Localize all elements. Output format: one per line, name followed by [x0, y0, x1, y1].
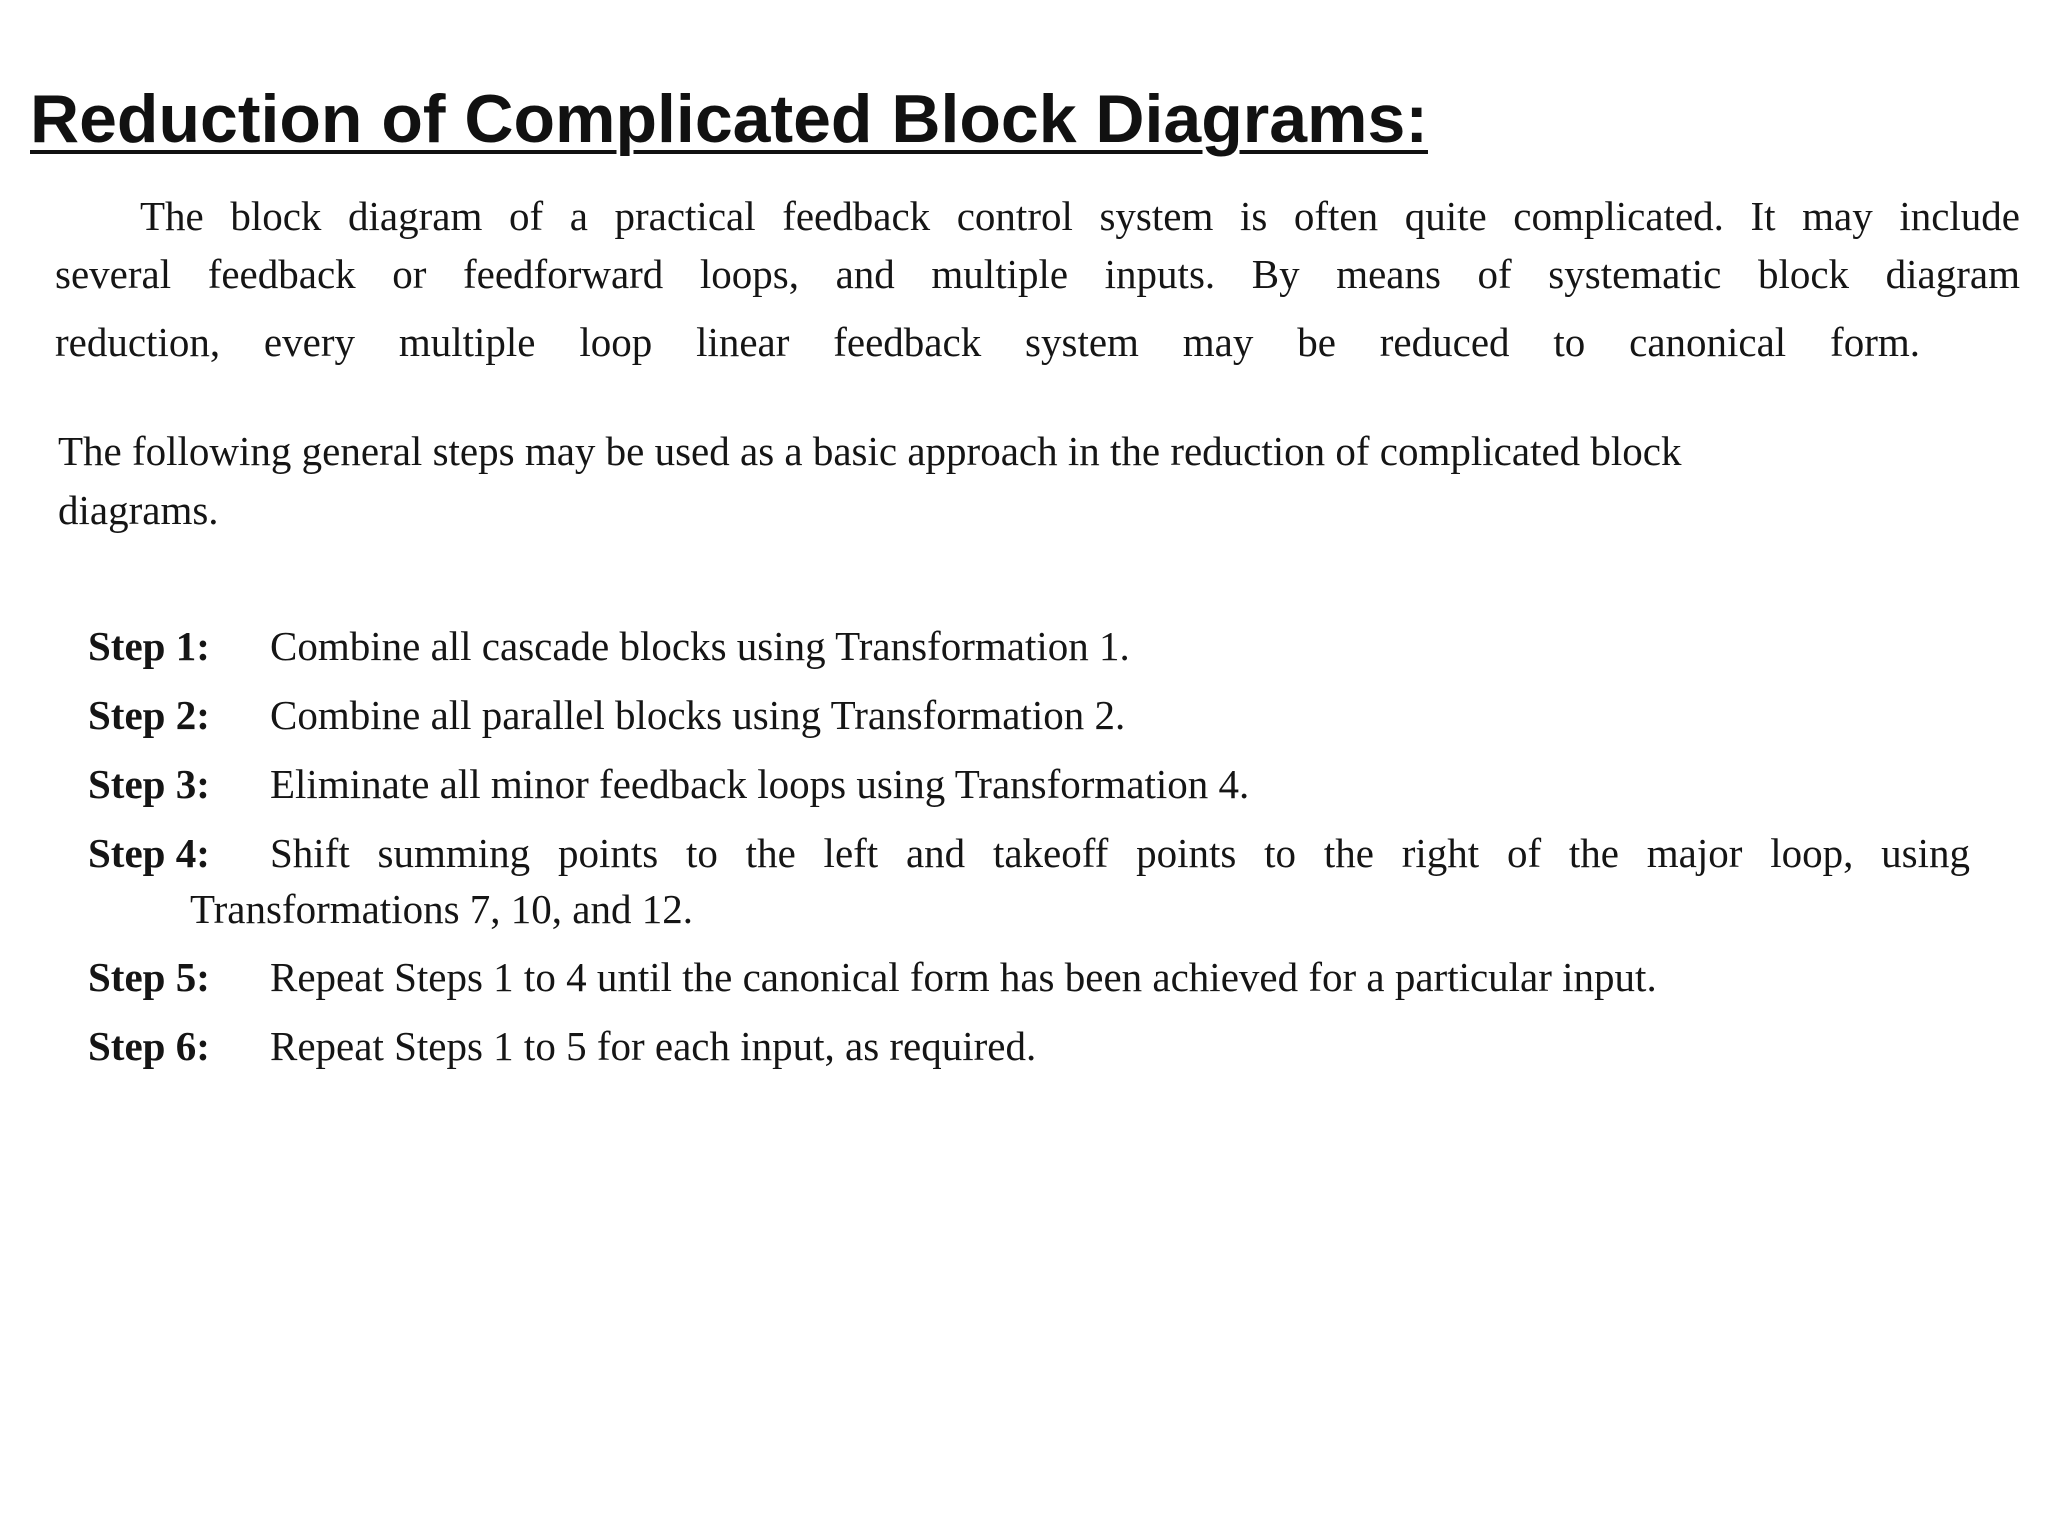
step-4-label: Step 4: [88, 830, 210, 876]
step-2 [88, 689, 1988, 758]
step-5 [88, 951, 1988, 1020]
step-3-label: Step 3: [88, 761, 210, 807]
intro-line-1: The block diagram of a practical feedback control system is often quite complicated. It may include [140, 193, 2020, 239]
step-2-label: Step 2: [88, 692, 210, 738]
step-4-text: Shift summing points to the left and takeoff points to the right of the major loop, using [270, 830, 1970, 876]
step-1-text: Combine all cascade blocks using Transformation 1. [270, 623, 1130, 669]
step-4-continuation: Transformations 7, 10, and 12. [190, 886, 693, 932]
approach-line-1: The following general steps may be used as a basic approach in the reduction of complicated block [58, 428, 1682, 474]
steps-list [88, 620, 1988, 1089]
step-3 [88, 758, 1988, 827]
step-2-text: Combine all parallel blocks using Transformation 2. [270, 692, 1126, 738]
intro-line-2: several feedback or feedforward loops, and multiple inputs. By means of systematic block diagram [55, 251, 2020, 297]
page-title: Reduction of Complicated Block Diagrams: [30, 81, 1428, 157]
step-1-label: Step 1: [88, 623, 210, 669]
step-5-text: Repeat Steps 1 to 4 until the canonical form has been achieved for a particular input. [270, 954, 1657, 1000]
step-6 [88, 1020, 1988, 1089]
approach-line-2: diagrams. [58, 487, 219, 533]
step-4 [88, 827, 1988, 951]
step-1 [88, 620, 1988, 689]
step-5-label: Step 5: [88, 954, 210, 1000]
step-6-text: Repeat Steps 1 to 5 for each input, as required. [270, 1023, 1037, 1069]
step-3-text: Eliminate all minor feedback loops using Transformation 4. [270, 761, 1250, 807]
step-6-label: Step 6: [88, 1023, 210, 1069]
intro-line-3: reduction, every multiple loop linear feedback system may be reduced to canonical form. [55, 319, 1920, 365]
